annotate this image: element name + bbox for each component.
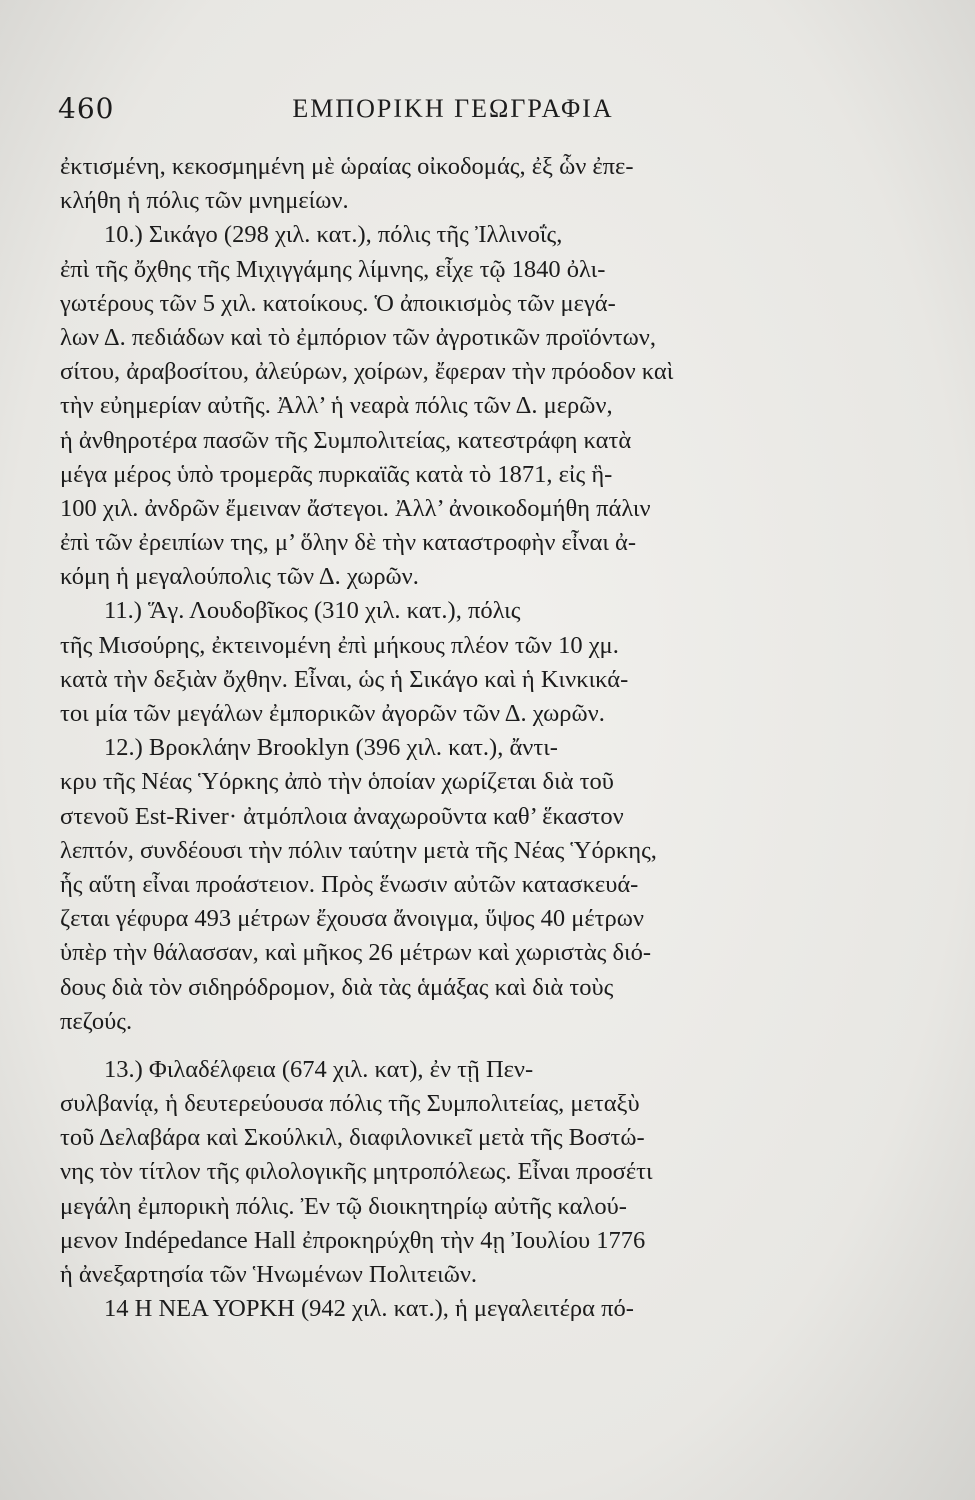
text-line: κρυ τῆς Νέας Ὑόρκης ἀπὸ τὴν ὁποίαν χωρίζεται διὰ τοῦ xyxy=(60,768,614,796)
paragraph-gap xyxy=(60,1039,850,1053)
text-line: λεπτόν, συνδέουσι τὴν πόλιν ταύτην μετὰ τῆς Νέας Ὑόρκης, xyxy=(60,836,657,864)
text-line: τῆς Μισούρης, ἐκτεινομένη ἐπὶ μήκους πλέον τῶν 10 χμ. xyxy=(60,631,619,659)
text-line: 10.) Σικάγο (298 χιλ. κατ.), πόλις τῆς Ἰλλινοΐς, xyxy=(104,221,563,249)
text-line: τοι μία τῶν μεγάλων ἐμπορικῶν ἀγορῶν τῶν Δ. χωρῶν. xyxy=(60,700,605,727)
text-line: στενοῦ Est-River· ἀτμόπλοια ἀναχωροῦντα καθ’ ἕκαστον xyxy=(60,802,624,830)
text-line: γωτέρους τῶν 5 χιλ. κατοίκους. Ὁ ἀποικισμὸς τῶν μεγά- xyxy=(60,289,616,317)
text-line: δους διὰ τὸν σιδηρόδρομον, διὰ τὰς ἁμάξας καὶ διὰ τοὺς xyxy=(60,973,614,1001)
text-line: ὑπὲρ τὴν θάλασσαν, καὶ μῆκος 26 μέτρων καὶ χωριστὰς διό- xyxy=(60,939,652,967)
page-number: 460 xyxy=(58,92,115,125)
text-line: μέγα μέρος ὑπὸ τρομερᾶς πυρκαϊᾶς κατὰ τὸ 1871, εἰς ἣ- xyxy=(60,460,613,488)
text-line: ἐπὶ τῆς ὄχθης τῆς Μιχιγγάμης λίμνης, εἶχε τῷ 1840 ὀλι- xyxy=(60,255,606,283)
text-line: κλήθη ἡ πόλις τῶν μνημείων. xyxy=(60,187,349,215)
text-line: κόμη ἡ μεγαλούπολις τῶν Δ. χωρῶν. xyxy=(60,563,419,591)
page-header xyxy=(58,92,848,132)
text-line: ἡ ἀνθηροτέρα πασῶν τῆς Συμπολιτείας, κατεστράφη κατὰ xyxy=(60,426,632,454)
text-line: 14 Η ΝΕΑ ΥΟΡΚΗ (942 χιλ. κατ.), ἡ μεγαλειτέρα πό- xyxy=(104,1295,634,1323)
text-line: ἐκτισμένη, κεκοσμημένη μὲ ὡραίας οἰκοδομάς, ἐξ ὧν ἐπε- xyxy=(60,153,634,180)
text-line: ἐπὶ τῶν ἐρειπίων της, μ’ ὅλην δὲ τὴν καταστροφὴν εἶναι ἀ- xyxy=(60,529,637,557)
text-line: συλβανίᾳ, ἡ δευτερεύουσα πόλις τῆς Συμπολιτείας, μεταξὺ xyxy=(60,1090,640,1118)
text-line: 100 χιλ. ἀνδρῶν ἔμειναν ἄστεγοι. Ἀλλ’ ἀνοικοδομήθη πάλιν xyxy=(60,494,651,522)
text-line: ἡ ἀνεξαρτησία τῶν Ἡνωμένων Πολιτειῶν. xyxy=(60,1261,478,1288)
text-line: κατὰ τὴν δεξιὰν ὄχθην. Εἶναι, ὡς ἡ Σικάγο καὶ ἡ Κινκικά- xyxy=(60,665,629,693)
text-line: νης τὸν τίτλον τῆς φιλολογικῆς μητροπόλεως. Εἶναι προσέτι xyxy=(60,1158,653,1186)
text-line: σίτου, ἀραβοσίτου, ἀλεύρων, χοίρων, ἔφεραν τὴν πρόοδον καὶ xyxy=(60,358,674,386)
body-text xyxy=(60,150,850,1326)
text-line: τοῦ Δελαβάρα καὶ Σκούλκιλ, διαφιλονικεῖ μετὰ τῆς Βοστώ- xyxy=(60,1124,645,1152)
text-line: 11.) Ἅγ. Λουδοβῖκος (310 χιλ. κατ.), πόλις xyxy=(104,597,521,625)
text-line: πεζούς. xyxy=(60,1007,133,1035)
text-line: ἧς αὕτη εἶναι προάστειον. Πρὸς ἕνωσιν αὐτῶν κατασκευά- xyxy=(60,870,639,898)
text-line: ζεται γέφυρα 493 μέτρων ἔχουσα ἄνοιγμα, ὕψος 40 μέτρων xyxy=(60,905,644,933)
text-line: τὴν εὐημερίαν αὐτῆς. Ἀλλ’ ἡ νεαρὰ πόλις τῶν Δ. μερῶν, xyxy=(60,392,613,420)
text-line: μεγάλη ἐμπορικὴ πόλις. Ἐν τῷ διοικητηρίῳ αὐτῆς καλού- xyxy=(60,1192,627,1220)
text-line: 12.) Βροκλάην Brooklyn (396 χιλ. κατ.), ἄντι- xyxy=(104,734,558,762)
text-line: μενον Indépedance Hall ἐπροκηρύχθη τὴν 4ῃ Ἰουλίου 1776 xyxy=(60,1226,646,1254)
text-line: 13.) Φιλαδέλφεια (674 χιλ. κατ), ἐν τῇ Πεν- xyxy=(104,1055,534,1083)
running-title: ΕΜΠΟΡΙΚΗ ΓΕΩΓΡΑΦΙΑ xyxy=(292,94,614,123)
text-line: λων Δ. πεδιάδων καὶ τὸ ἐμπόριον τῶν ἀγροτικῶν προϊόντων, xyxy=(60,323,656,351)
